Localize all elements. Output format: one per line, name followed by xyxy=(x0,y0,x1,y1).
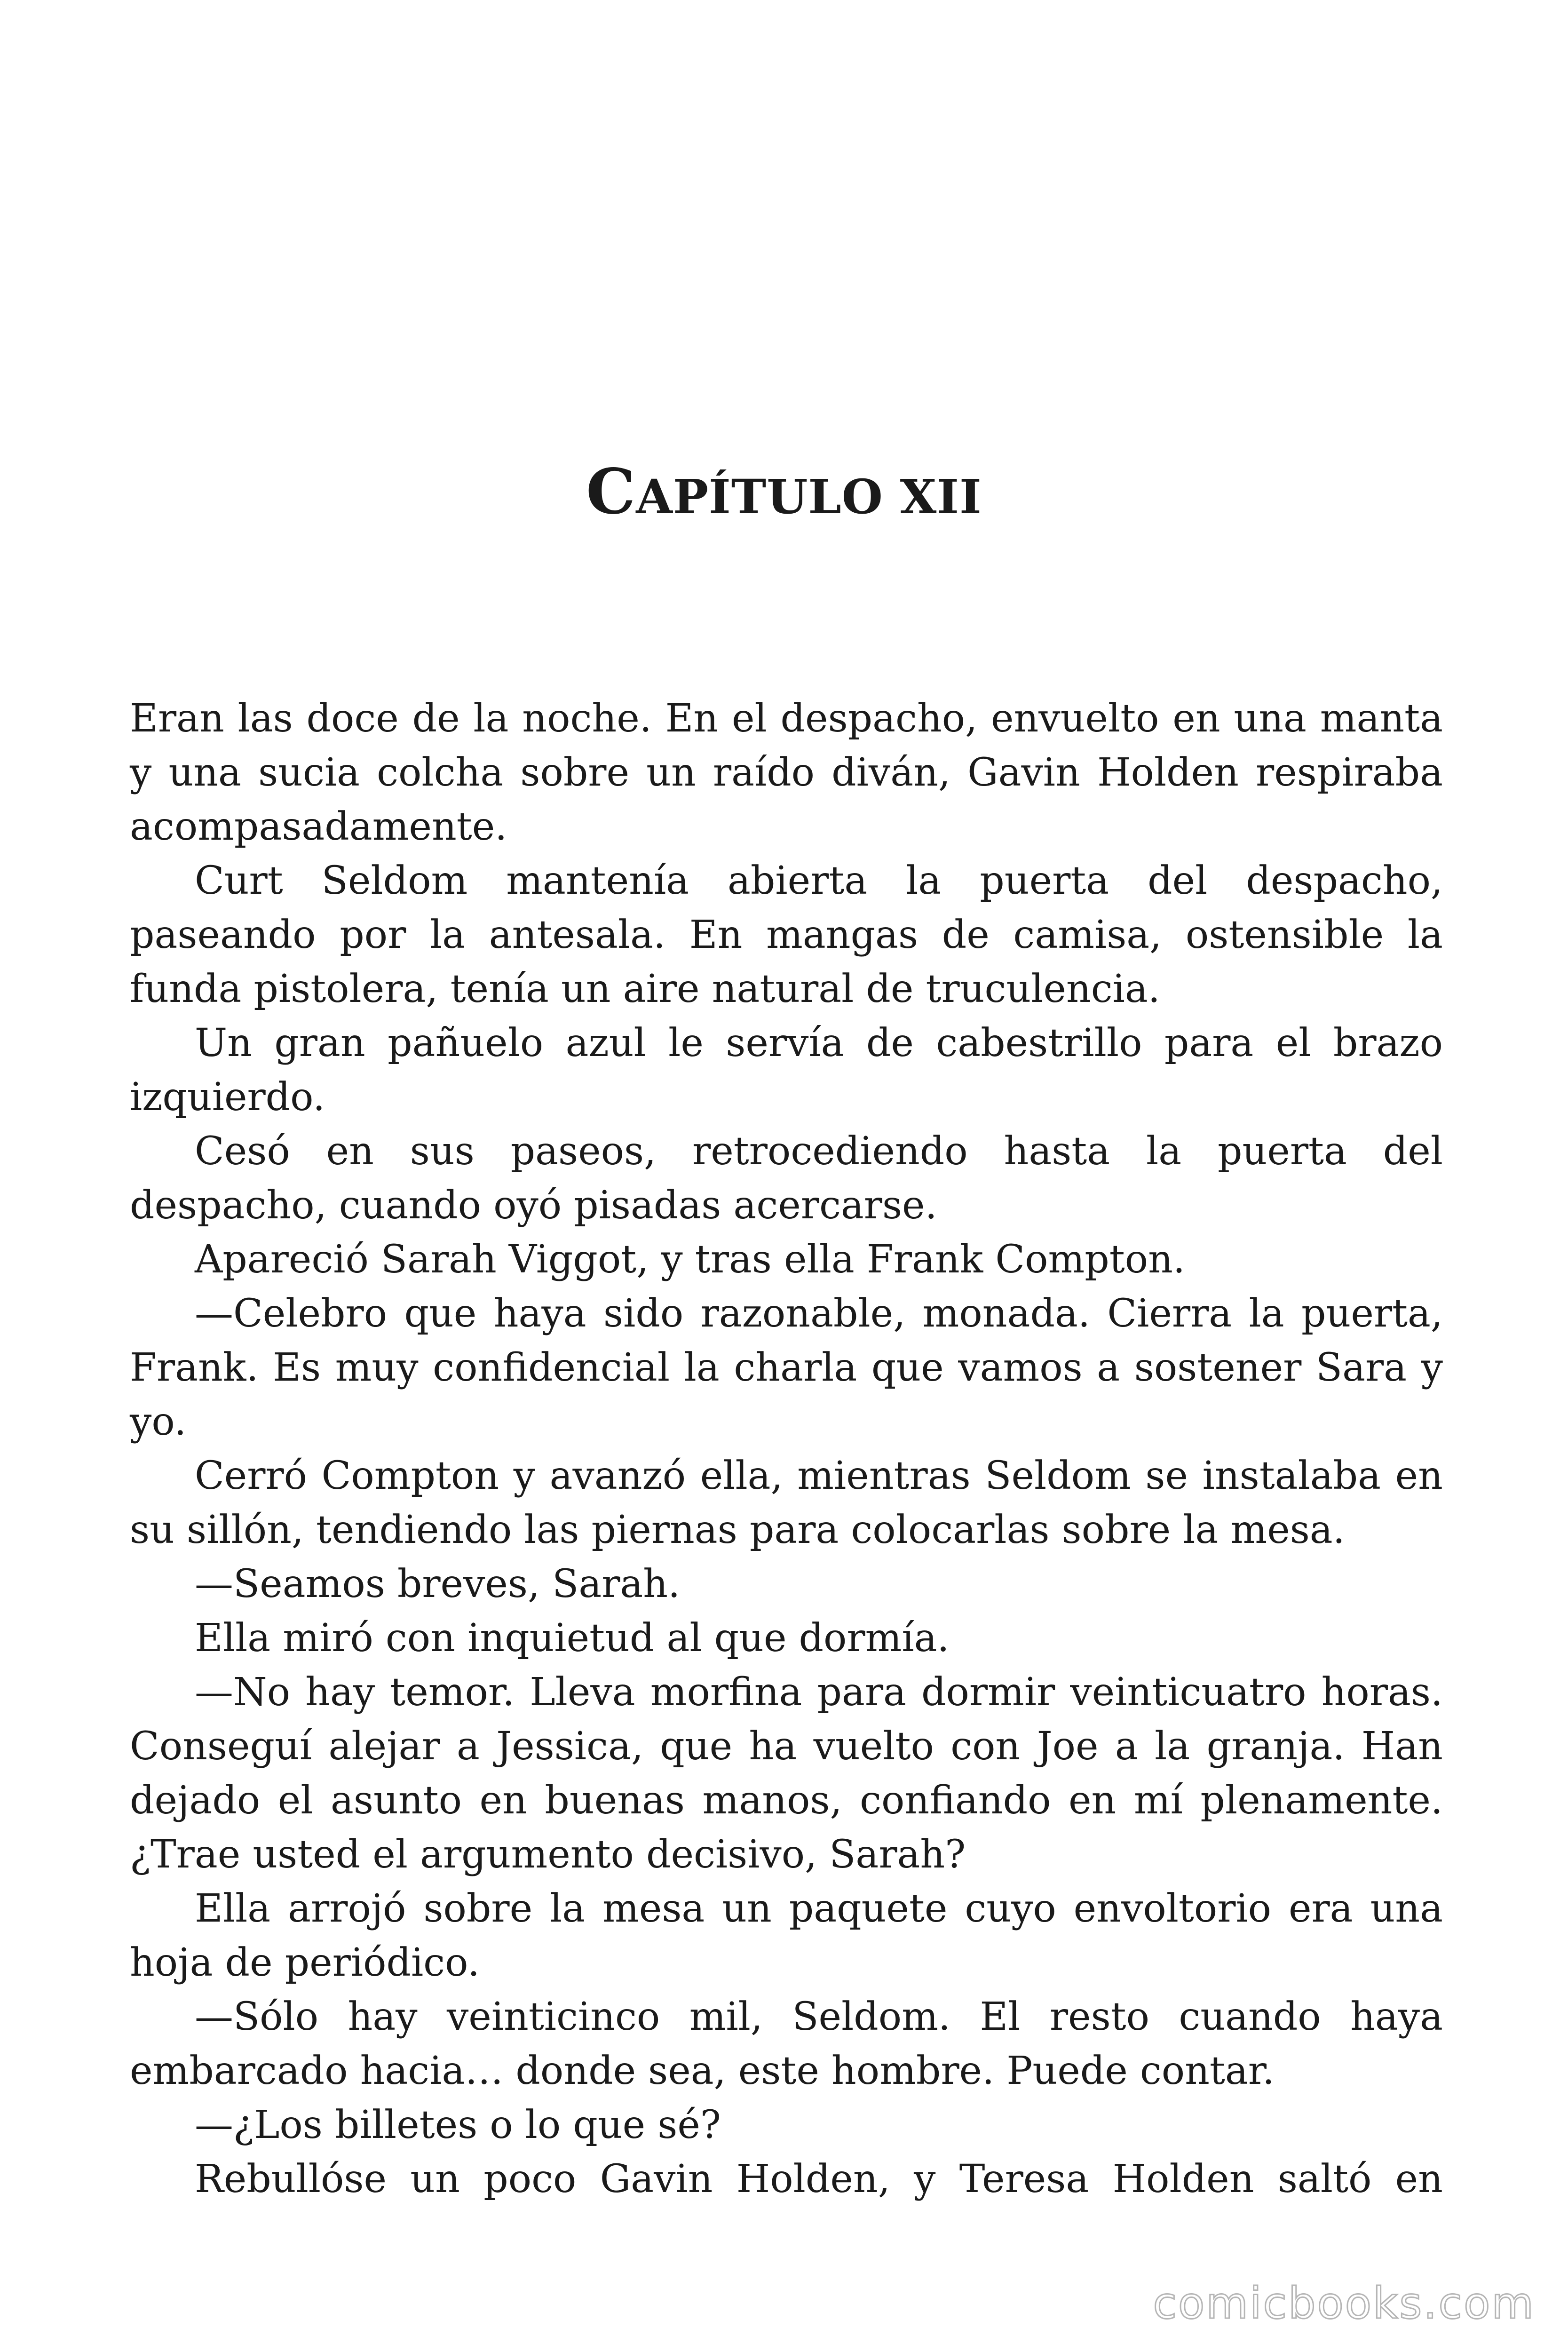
paragraph: —No hay temor. Lleva morfina para dormir veinticuatro horas. Conseguí alejar a Jessica, que ha vuelto con Joe a la granja. Han dejado el asunto en buenas manos, confiando en mí plenamente. ¿Trae usted el argumento decisivo, Sarah? xyxy=(130,1670,1443,1877)
chapter-title xyxy=(0,455,1568,528)
paragraph: —Celebro que haya sido razonable, monada. Cierra la puerta, Frank. Es muy confidencial la charla que vamos a sostener Sara y yo. xyxy=(130,1291,1443,1444)
paragraph: —¿Los billetes o lo que sé? xyxy=(195,2103,721,2147)
paragraph: Ella arrojó sobre la mesa un paquete cuyo envoltorio era una hoja de periódico. xyxy=(130,1886,1443,1985)
paragraph: —Seamos breves, Sarah. xyxy=(195,1562,681,1606)
paragraph: Cesó en sus paseos, retrocediendo hasta la puerta del despacho, cuando oyó pisadas acercarse. xyxy=(130,1129,1443,1228)
watermark: comicbooks.com xyxy=(1153,2278,1535,2328)
chapter-title-initial: C xyxy=(586,455,636,528)
paragraph: —Sólo hay veinticinco mil, Seldom. El resto cuando haya embarcado hacia… donde sea, este hombre. Puede contar. xyxy=(130,1994,1443,2093)
chapter-title-rest: APÍTULO XII xyxy=(636,469,982,524)
paragraph: Eran las doce de la noche. En el despacho, envuelto en una manta y una sucia colcha sobre un raído diván, Gavin Holden respiraba acompasadamente. xyxy=(130,696,1443,849)
paragraph: Un gran pañuelo azul le servía de cabestrillo para el brazo izquierdo. xyxy=(130,1021,1443,1120)
chapter-body xyxy=(130,691,1443,2206)
paragraph: Ella miró con inquietud al que dormía. xyxy=(195,1616,950,1661)
paragraph: Curt Seldom mantenía abierta la puerta del despacho, paseando por la antesala. En mangas de camisa, ostensible la funda pistolera, tenía un aire natural de truculencia. xyxy=(130,858,1443,1011)
paragraph: Cerró Compton y avanzó ella, mientras Seldom se instalaba en su sillón, tendiendo las piernas para colocarlas sobre la mesa. xyxy=(130,1454,1443,1552)
paragraph: Rebullóse un poco Gavin Holden, y Teresa Holden saltó en xyxy=(195,2157,1443,2201)
paragraph: Apareció Sarah Viggot, y tras ella Frank Compton. xyxy=(195,1237,1185,1282)
